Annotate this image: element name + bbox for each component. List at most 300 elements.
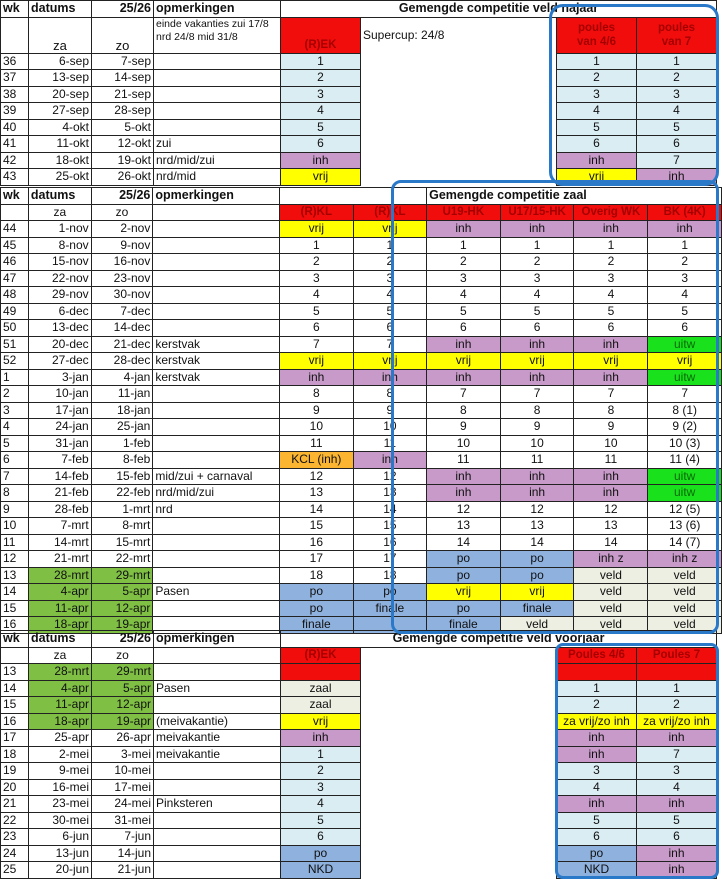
schedule-cell: inh [574, 369, 648, 386]
schedule-cell: 12 [500, 501, 574, 518]
col-header-u17-15-hk: U17/15-HK [500, 204, 574, 221]
schedule-cell: 5 [557, 812, 637, 829]
week-number: 16 [1, 617, 29, 634]
schedule-cell: 4 [500, 287, 574, 304]
schedule-cell: 5 [637, 812, 717, 829]
date-sunday: 1-feb [91, 435, 153, 452]
schedule-cell: 10 [353, 419, 426, 436]
date-sunday: 28-dec [91, 353, 153, 370]
week-number: 14 [1, 584, 29, 601]
schedule-cell: 1 [637, 680, 717, 697]
schedule-cell: 5 [281, 119, 361, 136]
schedule-cell: po [281, 845, 361, 862]
header-za: za [29, 647, 92, 664]
schedule-cell: za vrij/zo inh [557, 713, 637, 730]
schedule-cell: vrij [281, 713, 361, 730]
date-sunday: 2-nov [91, 221, 153, 238]
schedule-cell: 3 [557, 86, 637, 103]
date-saturday: 20-sep [29, 86, 92, 103]
remark [154, 763, 281, 780]
schedule-cell: 2 [281, 70, 361, 87]
schedule-cell: 8 [574, 402, 648, 419]
schedule-cell: 6 [281, 136, 361, 153]
table-row [1, 136, 717, 153]
schedule-cell: 13 (6) [648, 518, 722, 535]
schedule-cell: 8 [279, 386, 353, 403]
schedule-cell: veld [648, 617, 722, 634]
schedule-cell: inh [427, 468, 501, 485]
header-opmerkingen: opmerkingen [154, 1, 281, 18]
schedule-cell: 18 [353, 567, 426, 584]
table-row [1, 763, 717, 780]
schedule-cell: 3 [637, 86, 717, 103]
schedule-cell: po [500, 567, 574, 584]
schedule-cell: 5 [637, 119, 717, 136]
date-sunday: 29-mrt [91, 567, 153, 584]
date-sunday: 22-mrt [91, 551, 153, 568]
schedule-cell: 6 [279, 320, 353, 337]
schedule-cell: inh [500, 369, 574, 386]
schedule-cell: inh [281, 730, 361, 747]
header-wk: wk [1, 1, 29, 18]
week-number: 13 [1, 567, 29, 584]
schedule-cell: vrij [279, 221, 353, 238]
date-saturday: 27-sep [29, 103, 92, 120]
week-number: 11 [1, 534, 29, 551]
date-sunday: 14-jun [92, 845, 154, 862]
week-number: 45 [1, 237, 29, 254]
remark [154, 103, 281, 120]
week-number: 52 [1, 353, 29, 370]
schedule-cell: 5 [281, 812, 361, 829]
schedule-cell: 12 (5) [648, 501, 722, 518]
schedule-cell: 15 [279, 518, 353, 535]
schedule-cell: vrij [574, 353, 648, 370]
remark: nrd [153, 501, 280, 518]
section-veld-najaar [0, 0, 722, 186]
week-number: 49 [1, 303, 29, 320]
table-row [1, 287, 722, 304]
date-saturday: 2-mei [29, 746, 92, 763]
schedule-cell: po [353, 584, 426, 601]
schedule-cell: veld [500, 617, 574, 634]
week-number: 14 [1, 680, 29, 697]
date-sunday: 21-dec [91, 336, 153, 353]
table-row [1, 567, 722, 584]
remark [154, 53, 281, 70]
week-number: 5 [1, 435, 29, 452]
schedule-cell: 11 (4) [648, 452, 722, 469]
table-row [1, 452, 722, 469]
schedule-cell: po [427, 551, 501, 568]
date-sunday: 18-jan [91, 402, 153, 419]
remark [153, 435, 280, 452]
col-header-poules-4-6: poules van 4/6 [557, 17, 637, 53]
date-sunday: 10-mei [92, 763, 154, 780]
schedule-cell: inh z [648, 551, 722, 568]
week-number: 50 [1, 320, 29, 337]
schedule-cell: 7 [500, 386, 574, 403]
date-saturday: 24-jan [28, 419, 91, 436]
schedule-cell: 7 [648, 386, 722, 403]
week-number: 22 [1, 812, 29, 829]
header-za: za [28, 204, 91, 221]
date-sunday: 23-nov [91, 270, 153, 287]
schedule-cell: 10 [427, 435, 501, 452]
schedule-cell: veld [648, 600, 722, 617]
week-number: 1 [1, 369, 29, 386]
schedule-cell: 9 [279, 402, 353, 419]
schedule-cell: 5 [648, 303, 722, 320]
header-season: 25/26 [92, 631, 154, 648]
date-saturday: 28-mrt [28, 567, 91, 584]
remark [154, 812, 281, 829]
date-saturday: 13-jun [29, 845, 92, 862]
col-header-rek: (R)EK [281, 17, 361, 53]
table-row [1, 386, 722, 403]
remark: Pinksteren [154, 796, 281, 813]
schedule-cell: 9 [353, 402, 426, 419]
schedule-cell: 11 [427, 452, 501, 469]
schedule-cell: 9 [500, 419, 574, 436]
date-sunday: 11-jan [91, 386, 153, 403]
header-opmerkingen: opmerkingen [153, 188, 280, 205]
schedule-cell: vrij [557, 169, 637, 186]
week-number: 51 [1, 336, 29, 353]
schedule-cell: 1 [648, 237, 722, 254]
table-row [1, 812, 717, 829]
schedule-cell: inh [574, 336, 648, 353]
schedule-cell: 1 [279, 237, 353, 254]
date-saturday: 18-apr [28, 617, 91, 634]
col-header-rkl-1: (R)KL [279, 204, 353, 221]
header-wk: wk [1, 631, 29, 648]
table-row [1, 369, 722, 386]
date-saturday: 20-jun [29, 862, 92, 879]
schedule-cell [557, 664, 637, 681]
schedule-cell: po [279, 600, 353, 617]
date-saturday: 29-nov [28, 287, 91, 304]
date-saturday: 9-mei [29, 763, 92, 780]
date-saturday: 11-apr [29, 697, 92, 714]
table-row [1, 103, 717, 120]
date-sunday: 19-okt [92, 152, 154, 169]
schedule-cell: 1 [574, 237, 648, 254]
remark [153, 518, 280, 535]
schedule-cell: 5 [500, 303, 574, 320]
schedule-cell: 12 [279, 468, 353, 485]
week-number: 3 [1, 402, 29, 419]
header-season: 25/26 [91, 188, 153, 205]
week-number: 24 [1, 845, 29, 862]
schedule-cell: 2 [427, 254, 501, 271]
header-za: za [29, 17, 92, 53]
remark [153, 534, 280, 551]
schedule-cell: inh [557, 746, 637, 763]
schedule-cell: 5 [574, 303, 648, 320]
schedule-cell: 3 [648, 270, 722, 287]
table-row [1, 713, 717, 730]
schedule-cell: inh [637, 796, 717, 813]
week-number: 25 [1, 862, 29, 879]
schedule-cell: 11 [574, 452, 648, 469]
date-saturday: 21-mrt [28, 551, 91, 568]
remark: meivakantie [154, 730, 281, 747]
date-saturday: 3-jan [28, 369, 91, 386]
week-number: 23 [1, 829, 29, 846]
header-wk: wk [1, 188, 29, 205]
schedule-cell: 14 (7) [648, 534, 722, 551]
schedule-cell: 1 [557, 53, 637, 70]
week-number: 16 [1, 713, 29, 730]
schedule-cell: 1 [281, 746, 361, 763]
schedule-cell: 14 [353, 501, 426, 518]
table-row [1, 584, 722, 601]
schedule-cell: 3 [281, 779, 361, 796]
schedule-cell: inh [427, 221, 501, 238]
date-sunday: 7-dec [91, 303, 153, 320]
remark [153, 452, 280, 469]
schedule-cell: 2 [648, 254, 722, 271]
date-sunday: 15-mrt [91, 534, 153, 551]
schedule-cell: vrij [353, 353, 426, 370]
date-sunday: 22-feb [91, 485, 153, 502]
schedule-cell: 18 [279, 567, 353, 584]
schedule-cell: vrij [500, 353, 574, 370]
header-zo: zo [92, 647, 154, 664]
table-row [1, 730, 717, 747]
date-saturday: 25-okt [29, 169, 92, 186]
schedule-cell: 3 [281, 86, 361, 103]
schedule-cell: finale [353, 600, 426, 617]
table-row [1, 169, 717, 186]
schedule-cell: 14 [500, 534, 574, 551]
header-datums: datums [28, 188, 91, 205]
table-row [1, 664, 717, 681]
schedule-cell: uitw [648, 485, 722, 502]
schedule-cell: 3 [353, 270, 426, 287]
week-number: 41 [1, 136, 29, 153]
date-saturday: 16-mei [29, 779, 92, 796]
remark: Pasen [154, 680, 281, 697]
col-header-bk-4k: BK (4K) [648, 204, 722, 221]
schedule-cell: 6 [427, 320, 501, 337]
remark [154, 86, 281, 103]
date-saturday: 7-mrt [28, 518, 91, 535]
week-number: 20 [1, 779, 29, 796]
schedule-cell: 10 [279, 419, 353, 436]
schedule-cell: vrij [648, 353, 722, 370]
table-row [1, 53, 717, 70]
table-row [1, 779, 717, 796]
table-row [1, 353, 722, 370]
date-sunday: 1-mrt [91, 501, 153, 518]
table-row [1, 551, 722, 568]
schedule-cell: inh [648, 221, 722, 238]
remark [154, 664, 281, 681]
schedule-cell: 12 [427, 501, 501, 518]
schedule-cell: 1 [500, 237, 574, 254]
schedule-cell: 6 [281, 829, 361, 846]
date-saturday: 18-apr [29, 713, 92, 730]
date-saturday: 14-feb [28, 468, 91, 485]
week-number: 39 [1, 103, 29, 120]
schedule-cell: inh z [574, 551, 648, 568]
schedule-cell: 3 [557, 763, 637, 780]
header-season: 25/26 [92, 1, 154, 18]
section-zaal [0, 187, 722, 634]
date-saturday: 8-nov [28, 237, 91, 254]
date-saturday: 7-feb [28, 452, 91, 469]
schedule-cell: 1 [353, 237, 426, 254]
schedule-cell: po [427, 600, 501, 617]
schedule-cell: 4 [574, 287, 648, 304]
date-sunday: 8-feb [91, 452, 153, 469]
schedule-cell: 13 [500, 518, 574, 535]
schedule-cell: 4 [637, 779, 717, 796]
table-row [1, 419, 722, 436]
week-number: 38 [1, 86, 29, 103]
remark [153, 254, 280, 271]
schedule-cell: 2 [637, 70, 717, 87]
date-saturday: 20-dec [28, 336, 91, 353]
table-row [1, 534, 722, 551]
schedule-cell: 6 [637, 136, 717, 153]
table-row [1, 518, 722, 535]
schedule-cell: 3 [279, 270, 353, 287]
schedule-cell: inh [637, 730, 717, 747]
date-saturday: 1-nov [28, 221, 91, 238]
schedule-cell: 6 [557, 136, 637, 153]
schedule-cell: 9 [574, 419, 648, 436]
schedule-cell: uitw [648, 336, 722, 353]
schedule-cell: 4 [557, 103, 637, 120]
schedule-cell: veld [574, 600, 648, 617]
date-sunday: 21-jun [92, 862, 154, 879]
schedule-cell: 16 [279, 534, 353, 551]
remark [153, 270, 280, 287]
remark [153, 402, 280, 419]
schedule-cell: 4 [648, 287, 722, 304]
schedule-cell: 13 [279, 485, 353, 502]
schedule-cell: 6 [500, 320, 574, 337]
date-saturday: 13-sep [29, 70, 92, 87]
date-sunday: 7-sep [92, 53, 154, 70]
table-row [1, 796, 717, 813]
date-sunday: 8-mrt [91, 518, 153, 535]
supercup-note: Supercup: 24/8 [363, 27, 445, 42]
table-veld-najaar [0, 0, 717, 186]
schedule-cell: 5 [353, 303, 426, 320]
schedule-cell: NKD [557, 862, 637, 879]
header-opmerkingen: opmerkingen [154, 631, 281, 648]
schedule-cell: NKD [281, 862, 361, 879]
week-number: 44 [1, 221, 29, 238]
schedule-cell: inh [427, 336, 501, 353]
schedule-cell: inh [353, 452, 426, 469]
date-sunday: 31-mei [92, 812, 154, 829]
schedule-cell: 5 [427, 303, 501, 320]
date-sunday: 29-mrt [92, 664, 154, 681]
schedule-cell: 4 [353, 287, 426, 304]
schedule-cell: 4 [427, 287, 501, 304]
week-number: 4 [1, 419, 29, 436]
schedule-cell: 17 [353, 551, 426, 568]
week-number: 36 [1, 53, 29, 70]
schedule-cell: 3 [637, 763, 717, 780]
schedule-cell: 4 [557, 779, 637, 796]
table-row [1, 86, 717, 103]
date-saturday: 18-okt [29, 152, 92, 169]
schedule-cell: 3 [574, 270, 648, 287]
schedule-cell: 9 [427, 419, 501, 436]
date-sunday: 14-dec [91, 320, 153, 337]
schedule-cell: inh [574, 485, 648, 502]
table-row [1, 829, 717, 846]
schedule-cell: 14 [279, 501, 353, 518]
col-header-u19-hk: U19-HK [427, 204, 501, 221]
schedule-cell: 15 [353, 518, 426, 535]
schedule-cell: 6 [648, 320, 722, 337]
schedule-cell: 6 [574, 320, 648, 337]
date-saturday: 13-dec [28, 320, 91, 337]
schedule-cell: inh [500, 336, 574, 353]
table-row [1, 862, 717, 879]
schedule-cell: po [279, 584, 353, 601]
date-saturday: 6-sep [29, 53, 92, 70]
schedule-cell: vrij [500, 584, 574, 601]
week-number: 2 [1, 386, 29, 403]
schedule-cell: inh [574, 221, 648, 238]
date-sunday: 12-apr [92, 697, 154, 714]
schedule-cell: 16 [353, 534, 426, 551]
schedule-cell: 7 [637, 746, 717, 763]
remark [154, 70, 281, 87]
date-sunday: 24-mei [92, 796, 154, 813]
week-number: 17 [1, 730, 29, 747]
date-sunday: 14-sep [92, 70, 154, 87]
header-datums: datums [29, 1, 92, 18]
table-row [1, 119, 717, 136]
schedule-cell: uitw [648, 369, 722, 386]
schedule-cell: 1 [557, 680, 637, 697]
week-number: 43 [1, 169, 29, 186]
week-number: 21 [1, 796, 29, 813]
remark: nrd/mid/zui [153, 485, 280, 502]
vacation-note: einde vakanties zui 17/8 nrd 24/8 mid 31/8 [154, 17, 281, 53]
schedule-cell: zaal [281, 680, 361, 697]
col-header-poules-7: Poules 7 [637, 647, 717, 664]
week-number: 37 [1, 70, 29, 87]
date-sunday: 5-apr [91, 584, 153, 601]
remark: nrd/mid [154, 169, 281, 186]
schedule-cell: 2 [574, 254, 648, 271]
remark [153, 386, 280, 403]
date-saturday: 27-dec [28, 353, 91, 370]
schedule-cell: veld [648, 567, 722, 584]
date-sunday: 5-apr [92, 680, 154, 697]
schedule-cell: inh [353, 369, 426, 386]
remark: Pasen [153, 584, 280, 601]
remark [154, 779, 281, 796]
schedule-cell: 3 [427, 270, 501, 287]
week-number: 40 [1, 119, 29, 136]
date-saturday: 22-nov [28, 270, 91, 287]
date-saturday: 10-jan [28, 386, 91, 403]
schedule-cell: 11 [500, 452, 574, 469]
table-row [1, 697, 717, 714]
schedule-cell: vrij [427, 353, 501, 370]
